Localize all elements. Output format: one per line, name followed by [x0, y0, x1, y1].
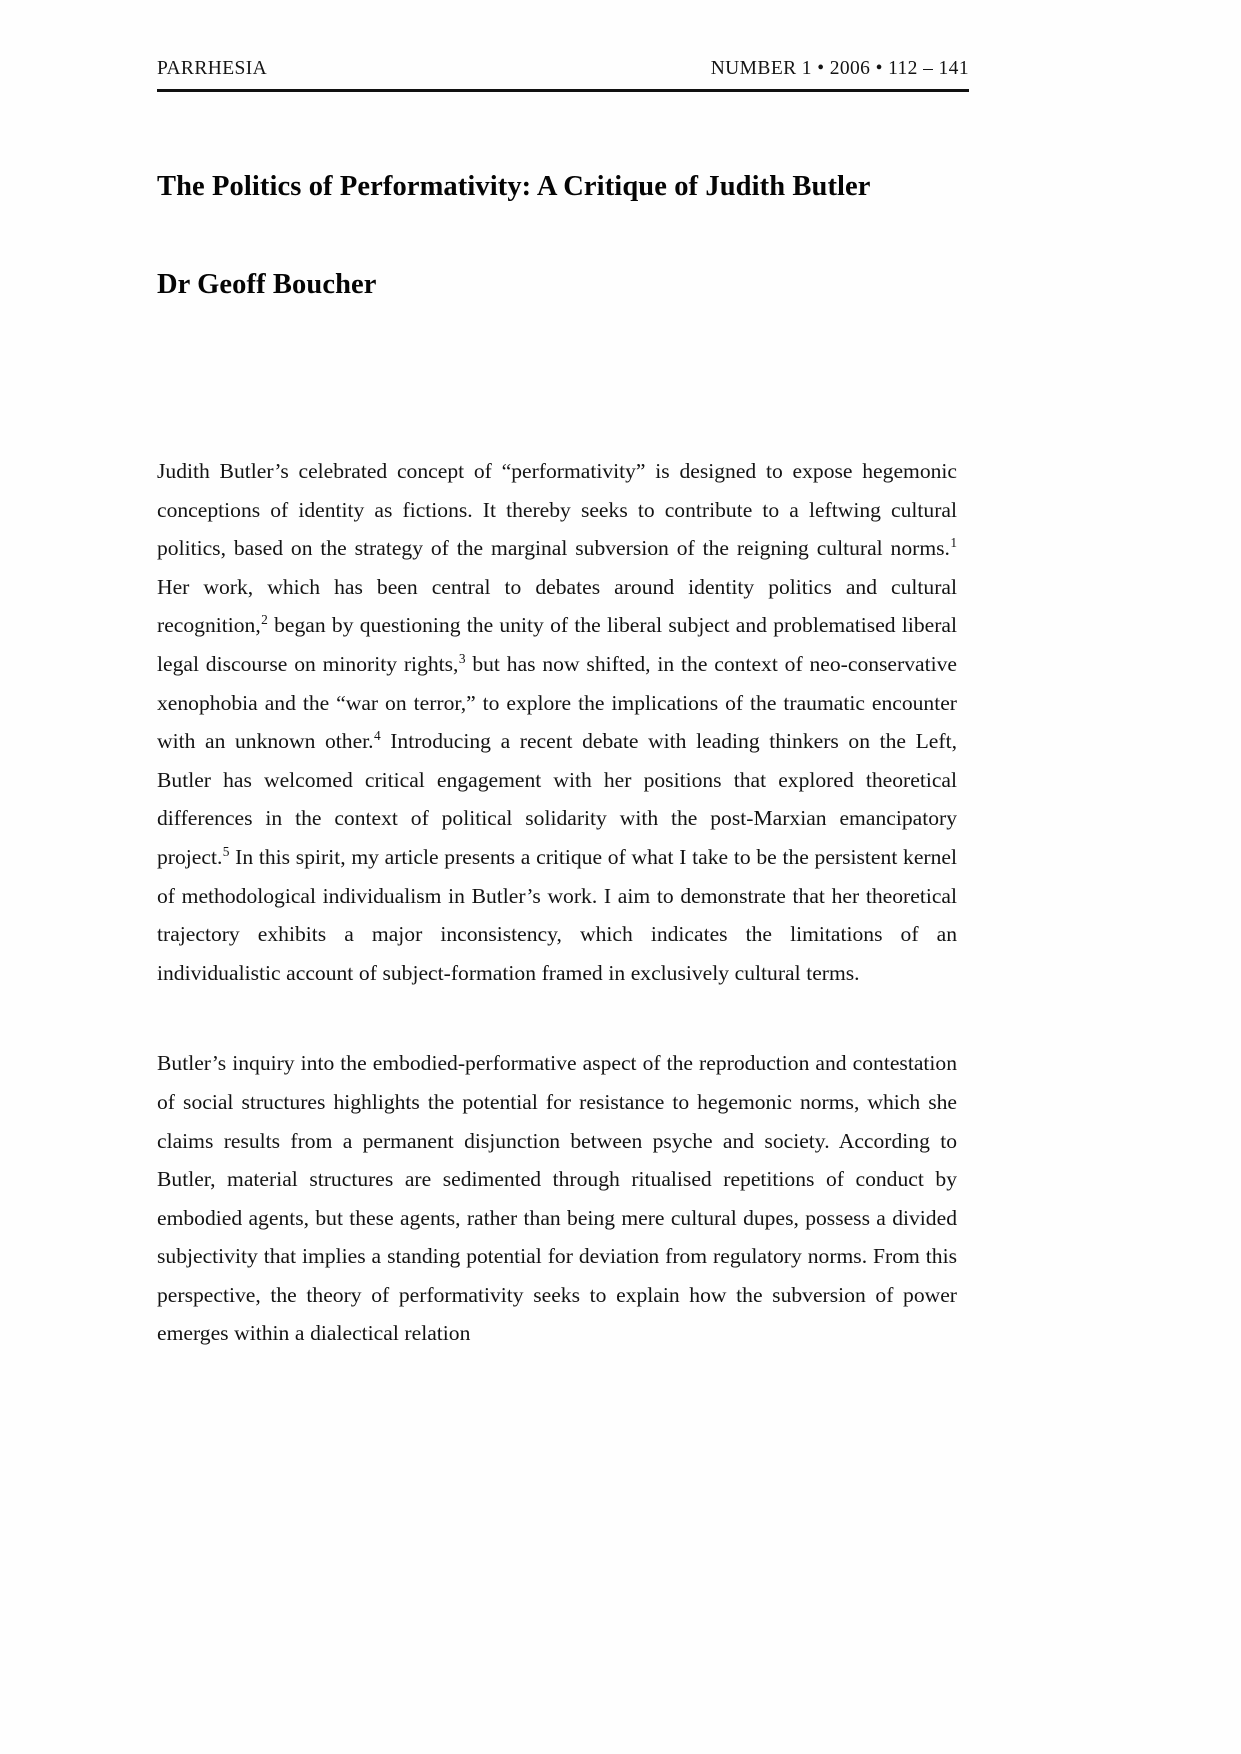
issue-citation: NUMBER 1 • 2006 • 112 – 141 — [710, 58, 969, 79]
paragraph-1-segment-4: but has now shifted, in the context of neo-conservative xenophobia and the “war on terror,” to explore the implications of the traumatic encounter with an unknown other. — [157, 651, 957, 754]
paragraph-1-segment-6: In this spirit, my article presents a critique of what I take to be the persistent kernel of methodological individualism in Butler’s work. I aim to demonstrate that her theoretical trajectory exhibits a major inconsistency, which indicates the limitations of an individualistic account of subject-formation framed in exclusively cultural terms. — [157, 844, 957, 985]
paragraph-1 — [157, 452, 957, 992]
article-title: The Politics of Performativity: A Critique of Judith Butler — [157, 171, 871, 203]
footnote-marker-5[interactable]: 5 — [222, 843, 230, 859]
footnote-marker-2[interactable]: 2 — [261, 612, 268, 628]
header-divider — [157, 89, 969, 92]
paragraph-2: Butler’s inquiry into the embodied-performative aspect of the reproduction and contestation of social structures highlights the potential for resistance to hegemonic norms, which she claims results from a permanent disjunction between psyche and society. According to Butler, material structures are sedimented through ritualised repetitions of conduct by embodied agents, but these agents, rather than being mere cultural dupes, possess a divided subjectivity that implies a standing potential for deviation from regulatory norms. From this perspective, the theory of performativity seeks to explain how the subversion of power emerges within a dialectical relation — [157, 1051, 957, 1346]
journal-name: PARRHESIA — [157, 58, 268, 79]
paragraph-1-segment-2: Her work, which has been central to debates around identity politics and cultural recognition, — [157, 574, 957, 638]
article-author: Dr Geoff Boucher — [157, 268, 377, 300]
footnote-marker-3[interactable]: 3 — [458, 650, 466, 666]
footnote-marker-1[interactable]: 1 — [950, 535, 957, 550]
paragraph-1-segment-3: began by questioning the unity of the liberal subject and problematised liberal legal discourse on minority rights, — [157, 613, 957, 676]
footnote-marker-4[interactable]: 4 — [373, 727, 381, 743]
paragraph-1-segment-5: Introducing a recent debate with leading thinkers on the Left, Butler has welcomed critical engagement with her positions that explored theoretical differences in the context of political solidarity with the post-Marxian emancipatory project. — [157, 729, 957, 869]
paragraph-1-segment-1: Judith Butler’s celebrated concept of “performativity” is designed to expose hegemonic conceptions of identity as fictions. It thereby seeks to contribute to a leftwing cultural politics, based on the strategy of the marginal subversion of the reigning cultural norms. — [157, 459, 957, 561]
running-header — [157, 58, 969, 80]
article-body — [157, 452, 957, 1353]
